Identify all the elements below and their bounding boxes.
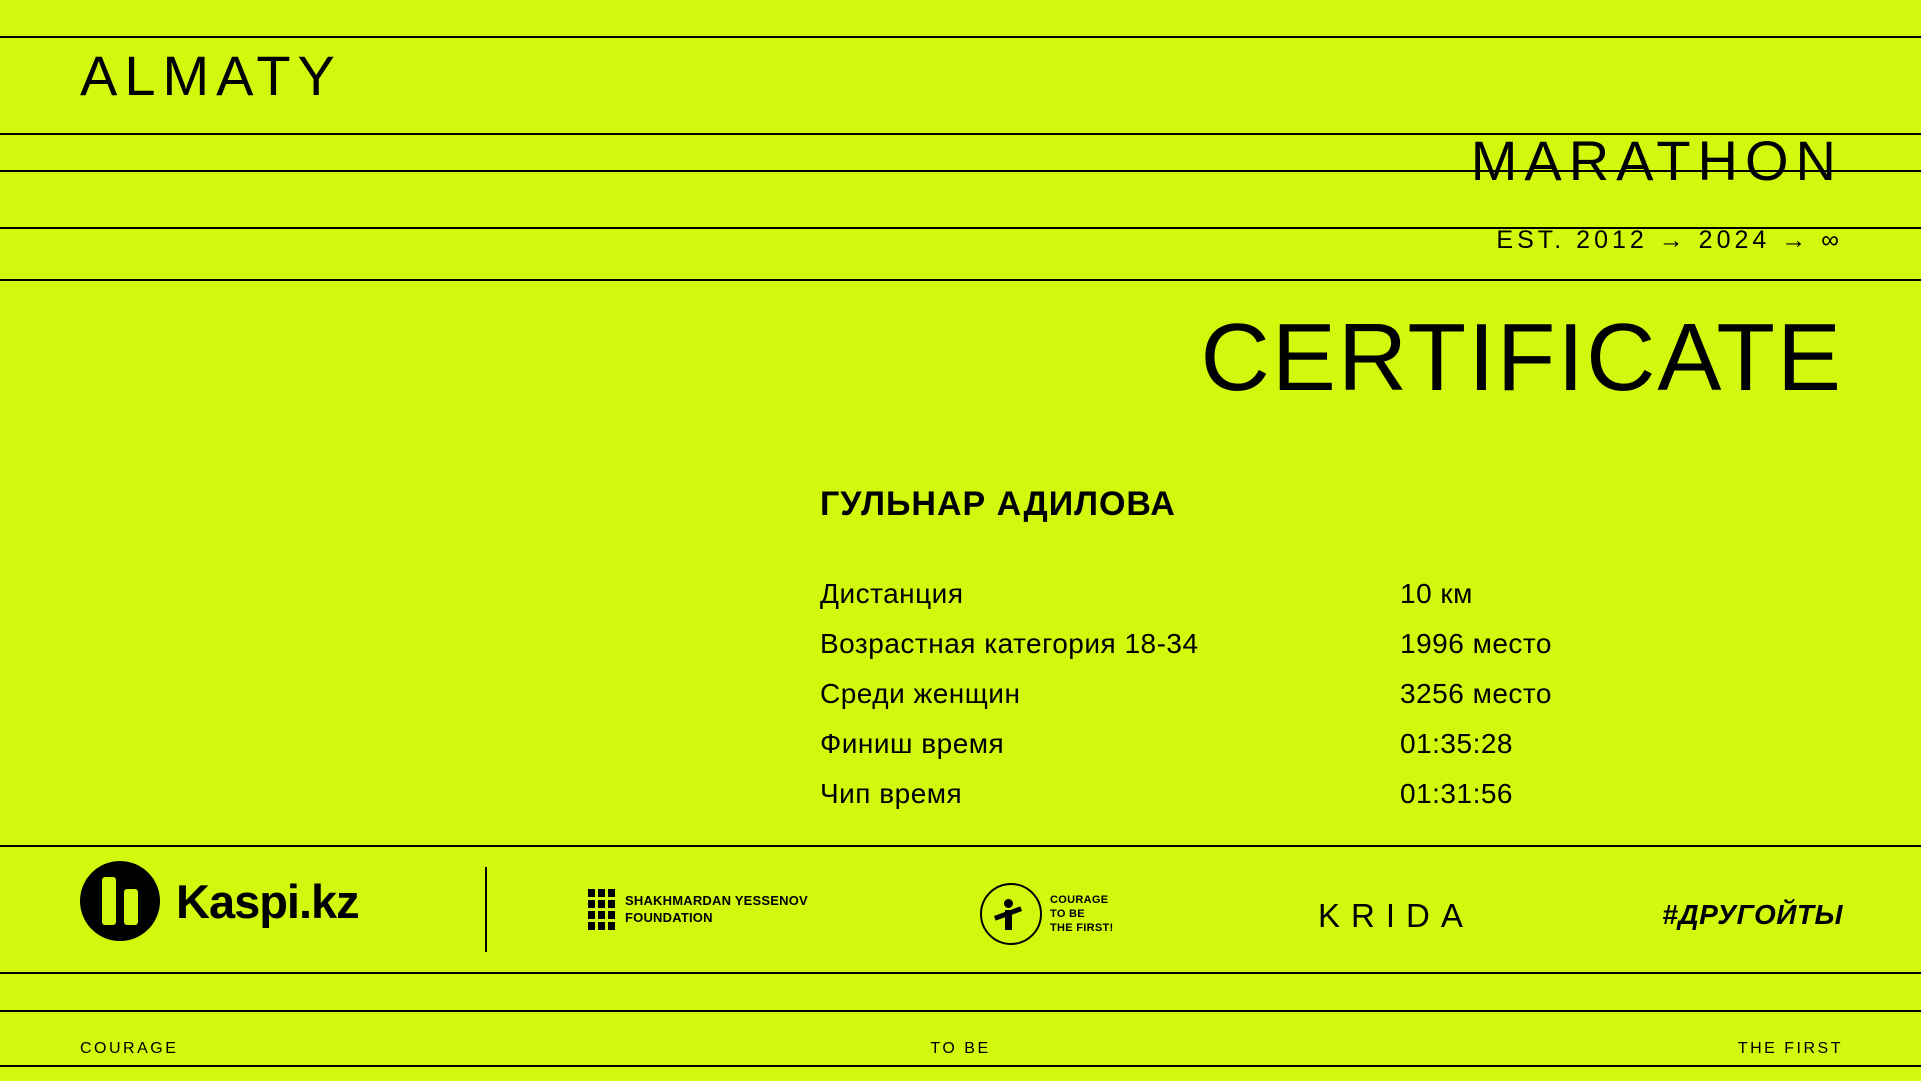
result-label: Чип время bbox=[820, 778, 963, 809]
divider-rule bbox=[0, 36, 1921, 38]
brand-line-almaty: ALMATY bbox=[80, 44, 342, 107]
sponsor-kaspi-label: Kaspi.kz bbox=[176, 874, 359, 928]
sponsor-drugoity-label: #ДРУГОЙТЫ bbox=[1662, 899, 1843, 930]
result-value: 01:35:28 bbox=[1400, 728, 1513, 759]
footer-bar bbox=[0, 1020, 1921, 1060]
divider-rule bbox=[0, 279, 1921, 281]
courage-fund-logo-icon bbox=[980, 883, 1042, 945]
footer-middle: TO BE bbox=[930, 1040, 991, 1057]
courage-line-1: COURAGE bbox=[1050, 893, 1109, 906]
result-label: Финиш время bbox=[820, 728, 1005, 759]
courage-line-3: THE FIRST! bbox=[1050, 922, 1114, 935]
sponsor-kaspi bbox=[80, 861, 359, 941]
result-value: 01:31:56 bbox=[1400, 778, 1513, 809]
brand-line-marathon: MARATHON bbox=[1470, 129, 1843, 192]
page-title: CERTIFICATE bbox=[1200, 304, 1843, 411]
sponsor-courage-label bbox=[1050, 893, 1114, 936]
results-table bbox=[820, 578, 1620, 828]
divider-rule bbox=[0, 972, 1921, 974]
yessenov-line-1: SHAKHMARDAN YESSENOV bbox=[625, 893, 808, 909]
sponsor-yessenov-label bbox=[625, 893, 808, 926]
result-value: 3256 место bbox=[1400, 678, 1552, 709]
table-row bbox=[820, 778, 1620, 828]
sponsor-courage-fund bbox=[980, 883, 1114, 945]
table-row bbox=[820, 628, 1620, 678]
sponsor-krida-label: KRIDA bbox=[1318, 897, 1474, 934]
result-value: 10 км bbox=[1400, 578, 1473, 609]
sponsor-yessenov bbox=[588, 889, 808, 930]
divider-rule bbox=[0, 1010, 1921, 1012]
result-label: Возрастная категория 18-34 bbox=[820, 628, 1199, 659]
result-label: Среди женщин bbox=[820, 678, 1021, 709]
result-value: 1996 место bbox=[1400, 628, 1552, 659]
sponsor-bar bbox=[0, 847, 1921, 972]
table-row bbox=[820, 578, 1620, 628]
participant-name: ГУЛЬНАР АДИЛОВА bbox=[820, 485, 1176, 523]
result-label: Дистанция bbox=[820, 578, 964, 609]
yessenov-line-2: FOUNDATION bbox=[625, 909, 713, 925]
divider-rule bbox=[0, 1065, 1921, 1067]
table-row bbox=[820, 678, 1620, 728]
yessenov-logo-icon bbox=[588, 889, 615, 930]
table-row bbox=[820, 728, 1620, 778]
established-line: EST. 2012 → 2024 → ∞ bbox=[1496, 226, 1843, 254]
courage-line-2: TO BE bbox=[1050, 907, 1085, 920]
kaspi-logo-icon bbox=[80, 861, 160, 941]
footer-left: COURAGE bbox=[80, 1040, 179, 1057]
footer-right: THE FIRST bbox=[1737, 1040, 1843, 1057]
sponsor-divider bbox=[485, 867, 487, 952]
